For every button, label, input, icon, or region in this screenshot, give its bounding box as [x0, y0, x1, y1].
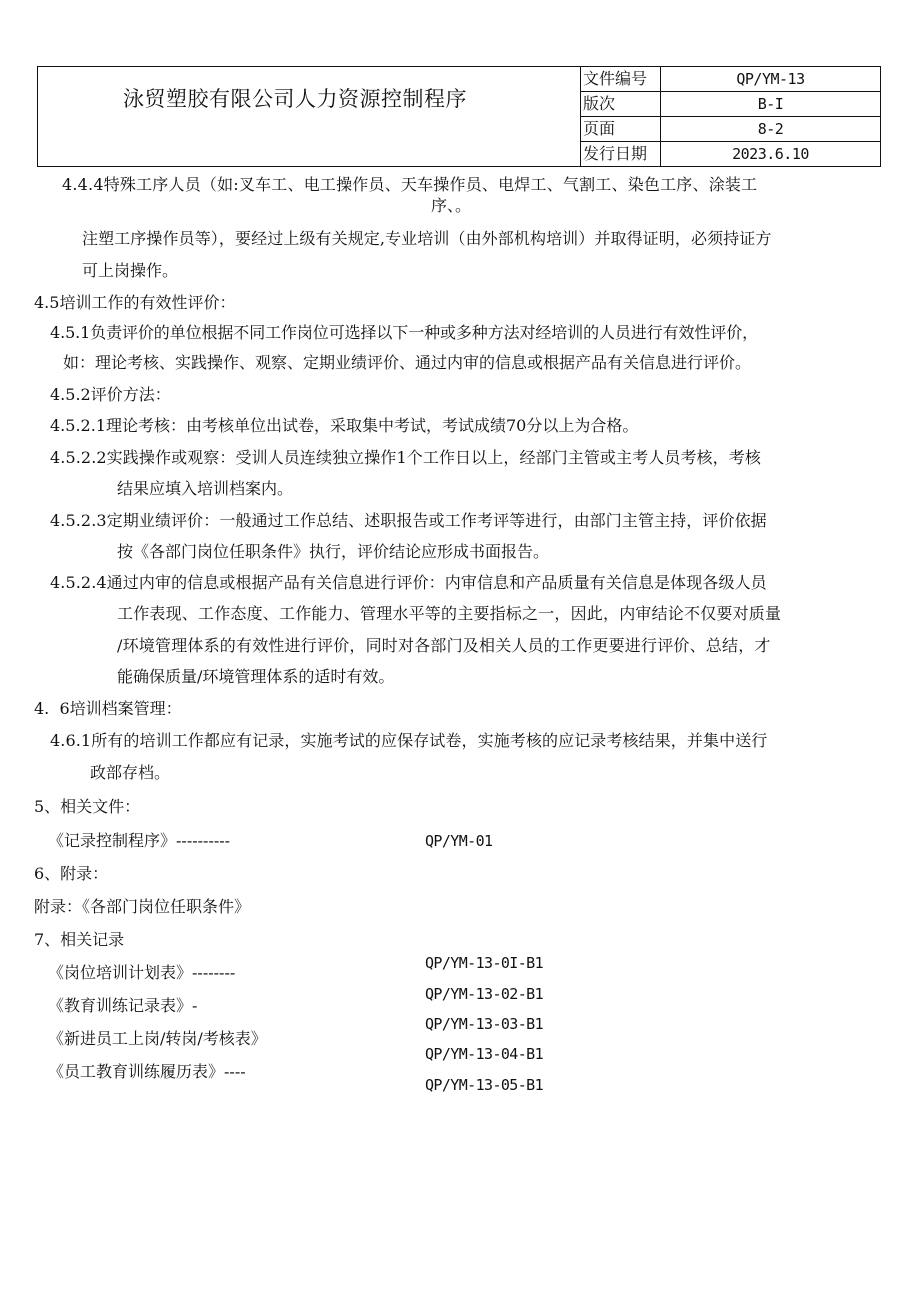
related-doc-code: QP/YM-01 — [425, 832, 493, 850]
section-4-4-4-line-4: 可上岗操作。 — [82, 261, 179, 280]
meta-value: 8-2 — [757, 120, 784, 138]
meta-row-issue-date — [581, 142, 880, 166]
section-4-5-2-1-line-1: 4.5.2.1理论考核：由考核单位出试卷，采取集中考试，考试成绩70分以上为合格。 — [50, 416, 639, 435]
record-name: 《岗位培训计划表》-------- — [48, 963, 236, 982]
section-4-5-2-3-line-2: 按《各部门岗位任职条件》执行，评价结论应形成书面报告。 — [117, 542, 550, 561]
section-4-4-4-line-2: 序、。 — [431, 196, 472, 215]
meta-label: 文件编号 — [581, 67, 661, 91]
section-4-5-2-2-line-1: 4.5.2.2实践操作或观察：受训人员连续独立操作1个工作日以上，经部门主管或主考人员考核，考核 — [50, 448, 761, 467]
meta-row-file-number — [581, 67, 880, 92]
section-4-5-title: 4.5培训工作的有效性评价： — [34, 293, 236, 312]
section-5-title: 5、相关文件： — [34, 797, 141, 816]
record-name: 《新进员工上岗/转岗/考核表》 — [48, 1029, 267, 1048]
section-4-5-2-4-line-3: /环境管理体系的有效性进行评价，同时对各部门及相关人员的工作更要进行评价、总结，才 — [117, 636, 771, 655]
related-doc-name: 《记录控制程序》---------- — [48, 831, 231, 850]
section-4-5-2-3-line-1: 4.5.2.3定期业绩评价：一般通过工作总结、述职报告或工作考评等进行，由部门主管主持，评价依据 — [50, 511, 767, 530]
record-code: QP/YM-13-05-B1 — [425, 1076, 544, 1094]
record-name: 《教育训练记录表》- — [48, 996, 198, 1015]
meta-value: QP/YM-13 — [736, 70, 805, 88]
section-4-5-1-line-1: 4.5.1负责评价的单位根据不同工作岗位可选择以下一种或多种方法对经培训的人员进行有效性评价， — [50, 323, 759, 342]
record-name: 《员工教育训练履历表》---- — [48, 1062, 246, 1081]
meta-label: 页面 — [581, 117, 661, 141]
meta-row-version — [581, 92, 880, 117]
record-code: QP/YM-13-02-B1 — [425, 985, 544, 1003]
section-4-4-4-line-1: 4.4.4特殊工序人员（如:叉车工、电工操作员、天车操作员、电焊工、气割工、染色工序、涂装工 — [62, 175, 758, 194]
section-4-6-1-line-1: 4.6.1所有的培训工作都应有记录，实施考试的应保存试卷，实施考核的应记录考核结果，并集中送行 — [50, 731, 768, 750]
section-4-5-2-title: 4.5.2评价方法： — [50, 385, 171, 404]
record-code: QP/YM-13-04-B1 — [425, 1045, 544, 1063]
meta-row-page — [581, 117, 880, 142]
section-4-5-2-4-line-2: 工作表现、工作态度、工作能力、管理水平等的主要指标之一，因此，内审结论不仅要对质量 — [117, 604, 782, 623]
section-4-4-4-line-3: 注塑工序操作员等），要经过上级有关规定,专业培训（由外部机构培训）并取得证明，必须持证方 — [82, 229, 772, 248]
meta-value: 2023.6.10 — [732, 145, 809, 163]
record-code: QP/YM-13-03-B1 — [425, 1015, 544, 1033]
section-6-title: 6、附录： — [34, 864, 109, 883]
document-header — [37, 66, 881, 167]
record-code: QP/YM-13-0I-B1 — [425, 954, 544, 972]
section-4-5-2-2-line-2: 结果应填入培训档案内。 — [117, 479, 294, 498]
section-4-5-2-4-line-1: 4.5.2.4通过内审的信息或根据产品有关信息进行评价：内审信息和产品质量有关信息是体现各级人员 — [50, 573, 767, 592]
section-4-6-1-line-2: 政部存档。 — [90, 763, 171, 782]
meta-value: B-I — [757, 95, 784, 113]
meta-label: 版次 — [581, 92, 661, 116]
section-4-5-2-4-line-4: 能确保质量/环境管理体系的适时有效。 — [117, 667, 395, 686]
appendix-item: 附录：《各部门岗位任职条件》 — [34, 897, 251, 916]
meta-label: 发行日期 — [581, 142, 661, 166]
document-title: 泳贸塑胶有限公司人力资源控制程序 — [38, 67, 581, 166]
section-4-6-title: 4. 6培训档案管理： — [34, 699, 182, 718]
section-4-5-1-line-2: 如：理论考核、实践操作、观察、定期业绩评价、通过内审的信息或根据产品有关信息进行评价。 — [63, 353, 752, 372]
section-7-title: 7、相关记录 — [34, 930, 125, 949]
